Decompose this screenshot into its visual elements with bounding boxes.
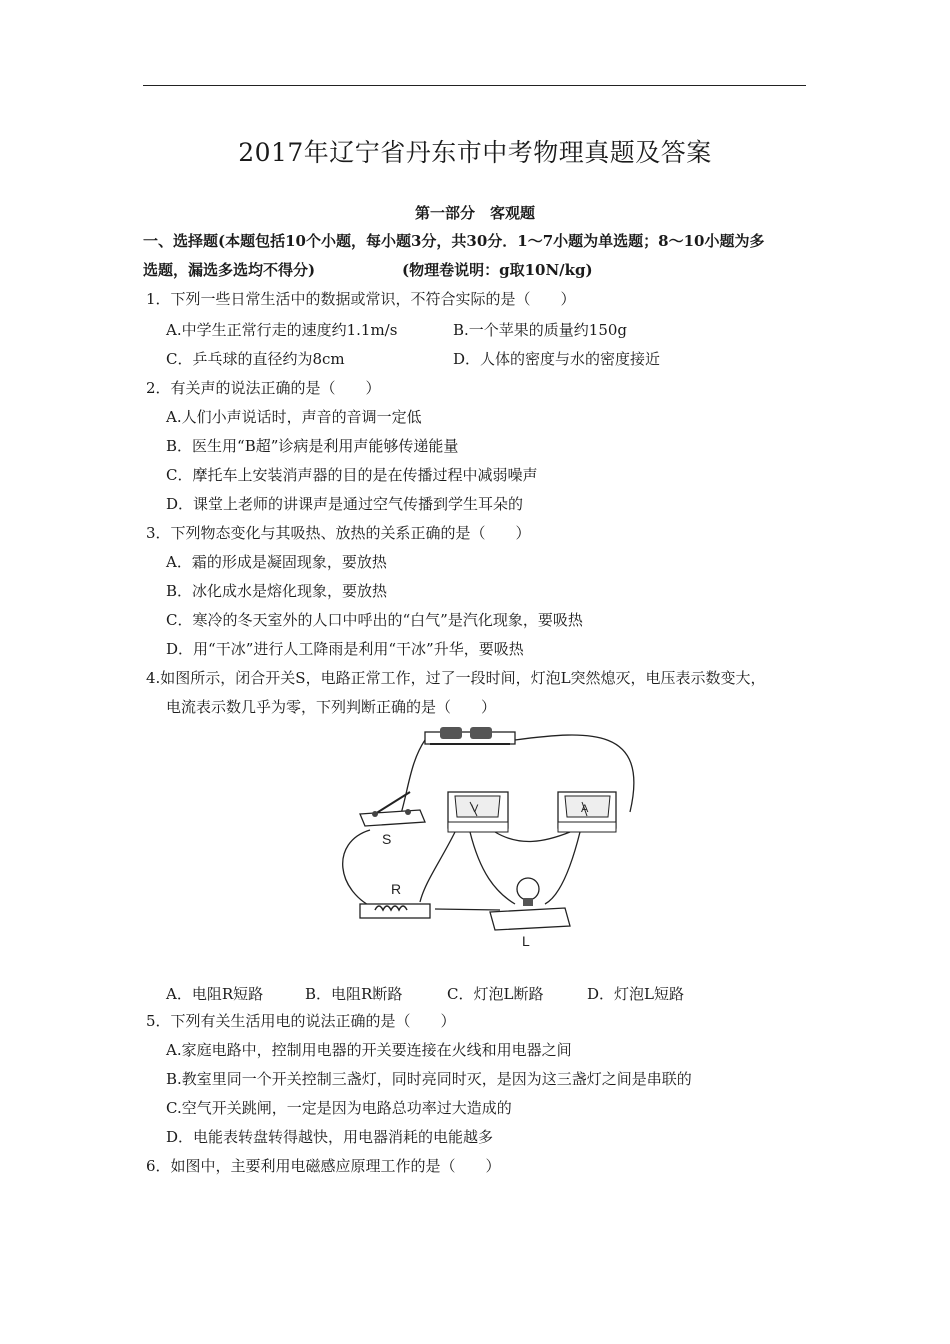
header-rule (143, 85, 806, 86)
question-1-option-d: D．人体的密度与水的密度接近 (453, 350, 661, 368)
question-3-option-b: B．冰化成水是熔化现象，要放热 (166, 582, 388, 600)
question-5-option-b: B.教室里同一个开关控制三盏灯，同时亮同时灭，是因为这三盏灯之间是串联的 (166, 1070, 692, 1088)
lamp-icon (490, 878, 570, 930)
question-6-stem: 6．如图中，主要利用电磁感应原理工作的是（ ） (146, 1157, 501, 1175)
lamp-label: L (522, 933, 530, 949)
instructions-line-1: 一、选择题(本题包括10个小题，每小题3分，共30分．1～7小题为单选题；8～10小题为多 (143, 232, 765, 250)
question-5-stem: 5．下列有关生活用电的说法正确的是（ ） (146, 1012, 456, 1030)
question-2-option-c: C．摩托车上安装消声器的目的是在传播过程中减弱噪声 (166, 466, 538, 484)
question-4-option-d: D．灯泡L短路 (587, 985, 684, 1003)
question-1-option-c: C．乒乓球的直径约为8cm (166, 350, 345, 368)
instructions-line-2: 选题，漏选多选均不得分) (143, 261, 316, 279)
question-3-stem: 3．下列物态变化与其吸热、放热的关系正确的是（ ） (146, 524, 531, 542)
circuit-diagram (330, 722, 650, 954)
question-2-option-a: A.人们小声说话时，声音的音调一定低 (166, 408, 422, 426)
question-1-option-b: B.一个苹果的质量约150g (453, 321, 628, 339)
battery-icon (425, 727, 515, 744)
question-3-option-a: A．霜的形成是凝固现象，要放热 (166, 553, 387, 571)
resistor-icon (360, 904, 430, 918)
voltmeter-label: V (471, 803, 479, 815)
instructions-note: (物理卷说明：g取10N/kg) (402, 261, 593, 279)
question-4-option-c: C．灯泡L断路 (447, 985, 544, 1003)
switch-label: S (382, 831, 392, 847)
wire-battery-left-to-switch (400, 740, 425, 817)
question-3-option-d: D．用“干冰”进行人工降雨是利用“干冰”升华，要吸热 (166, 640, 524, 658)
question-2-stem: 2．有关声的说法正确的是（ ） (146, 379, 381, 397)
question-3-option-c: C．寒冷的冬天室外的人口中呼出的“白气”是汽化现象，要吸热 (166, 611, 583, 629)
question-5-option-a: A.家庭电路中，控制用电器的开关要连接在火线和用电器之间 (166, 1041, 572, 1059)
question-1-stem: 1．下列一些日常生活中的数据或常识，不符合实际的是（ ） (146, 290, 576, 308)
wire-switch-to-resistor (343, 830, 378, 910)
question-2-option-b: B．医生用“B超”诊病是利用声能够传递能量 (166, 437, 459, 455)
question-2-option-d: D．课堂上老师的讲课声是通过空气传播到学生耳朵的 (166, 495, 524, 513)
question-4-stem-line-2: 电流表示数几乎为零，下列判断正确的是（ ） (166, 698, 497, 716)
question-5-option-d: D．电能表转盘转得越快，用电器消耗的电能越多 (166, 1128, 494, 1146)
question-4-option-b: B．电阻R断路 (305, 985, 403, 1003)
question-1-option-a: A.中学生正常行走的速度约1.1m/s (166, 321, 398, 339)
wire-resistor-to-lamp (435, 909, 500, 910)
wire-voltmeter-to-resistor (420, 832, 455, 902)
wire-ammeter-to-lamp (545, 832, 580, 904)
question-5-option-c: C.空气开关跳闸，一定是因为电路总功率过大造成的 (166, 1099, 512, 1117)
wire-voltmeter-to-ammeter (495, 832, 570, 841)
resistor-label: R (391, 881, 402, 897)
section-title: 第一部分 客观题 (414, 204, 535, 222)
switch-icon (360, 792, 425, 826)
question-4-option-a: A．电阻R短路 (166, 985, 264, 1003)
wire-voltmeter-to-lamp (470, 832, 515, 904)
ammeter-label: A (581, 803, 589, 815)
page-title: 2017年辽宁省丹东市中考物理真题及答案 (238, 138, 712, 167)
question-4-stem-line-1: 4.如图所示，闭合开关S，电路正常工作，过了一段时间，灯泡L突然熄灭，电压表示数变大， (146, 669, 766, 687)
